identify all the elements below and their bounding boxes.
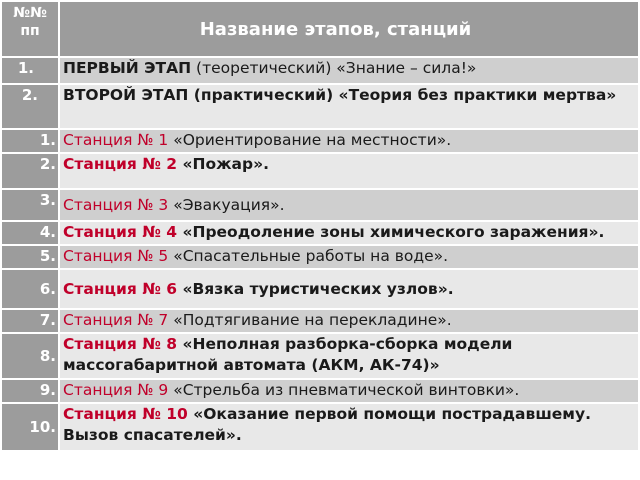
station-description: «Стрельба из пневматической винтовки». — [168, 381, 520, 399]
row-number: 8. — [1, 333, 59, 379]
row-text — [59, 153, 639, 189]
station-description: «Подтягивание на перекладине». — [168, 311, 452, 329]
table-row — [1, 245, 639, 269]
table-row — [1, 309, 639, 333]
row-number: 6. — [1, 269, 59, 309]
row-number: 5. — [1, 245, 59, 269]
row-number: 10. — [1, 403, 59, 451]
station-description: «Пожар». — [177, 155, 269, 173]
row-number: 2. — [1, 84, 59, 129]
row-text — [59, 221, 639, 245]
stage-description: (теоретический) «Знание – сила!» — [191, 59, 477, 77]
stage-title: ПЕРВЫЙ ЭТАП — [63, 59, 192, 77]
station-description: «Оказание первой помощи пострадавшему. Вызов спасателей». — [63, 405, 591, 444]
station-label: Станция № 5 — [63, 247, 169, 265]
row-text — [59, 189, 639, 221]
station-label: Станция № 6 — [63, 279, 178, 298]
station-label: Станция № 7 — [63, 311, 169, 329]
row-text — [59, 379, 639, 403]
station-label: Станция № 10 — [63, 405, 188, 423]
row-number: 9. — [1, 379, 59, 403]
table-row — [1, 221, 639, 245]
header-number: №№ пп — [1, 1, 59, 57]
row-number: 7. — [1, 309, 59, 333]
header-title: Название этапов, станций — [59, 1, 639, 57]
row-text — [59, 129, 639, 153]
table-row — [1, 189, 639, 221]
table-row — [1, 57, 639, 84]
station-label: Станция № 2 — [63, 155, 178, 173]
station-label: Станция № 9 — [63, 381, 169, 399]
stage-description: (практический) «Теория без практики мертва» — [188, 86, 617, 104]
station-label: Станция № 4 — [63, 223, 178, 241]
row-text — [59, 309, 639, 333]
table-row — [1, 403, 639, 451]
row-number: 4. — [1, 221, 59, 245]
row-text — [59, 245, 639, 269]
table-row — [1, 129, 639, 153]
row-text — [59, 333, 639, 379]
station-label: Станция № 1 — [63, 131, 169, 149]
station-label: Станция № 3 — [63, 196, 169, 214]
table-row — [1, 379, 639, 403]
table-row — [1, 84, 639, 129]
row-number: 1. — [1, 57, 59, 84]
station-description: «Вязка туристических узлов». — [177, 279, 454, 298]
station-description: «Ориентирование на местности». — [168, 131, 452, 149]
row-text — [59, 403, 639, 451]
table-row — [1, 269, 639, 309]
station-description: «Преодоление зоны химического заражения». — [177, 223, 605, 241]
station-description: «Спасательные работы на воде». — [168, 247, 449, 265]
station-description: «Неполная разборка-сборка модели массогабаритной автомата (АКМ, АК-74)» — [63, 335, 513, 374]
row-number: 1. — [1, 129, 59, 153]
station-label: Станция № 8 — [63, 335, 178, 353]
row-text — [59, 57, 639, 84]
row-number: 3. — [1, 189, 59, 221]
table-row — [1, 333, 639, 379]
table-row — [1, 153, 639, 189]
row-text — [59, 269, 639, 309]
row-number: 2. — [1, 153, 59, 189]
row-text — [59, 84, 639, 129]
stage-title: ВТОРОЙ ЭТАП — [63, 86, 189, 104]
station-description: «Эвакуация». — [168, 196, 285, 214]
